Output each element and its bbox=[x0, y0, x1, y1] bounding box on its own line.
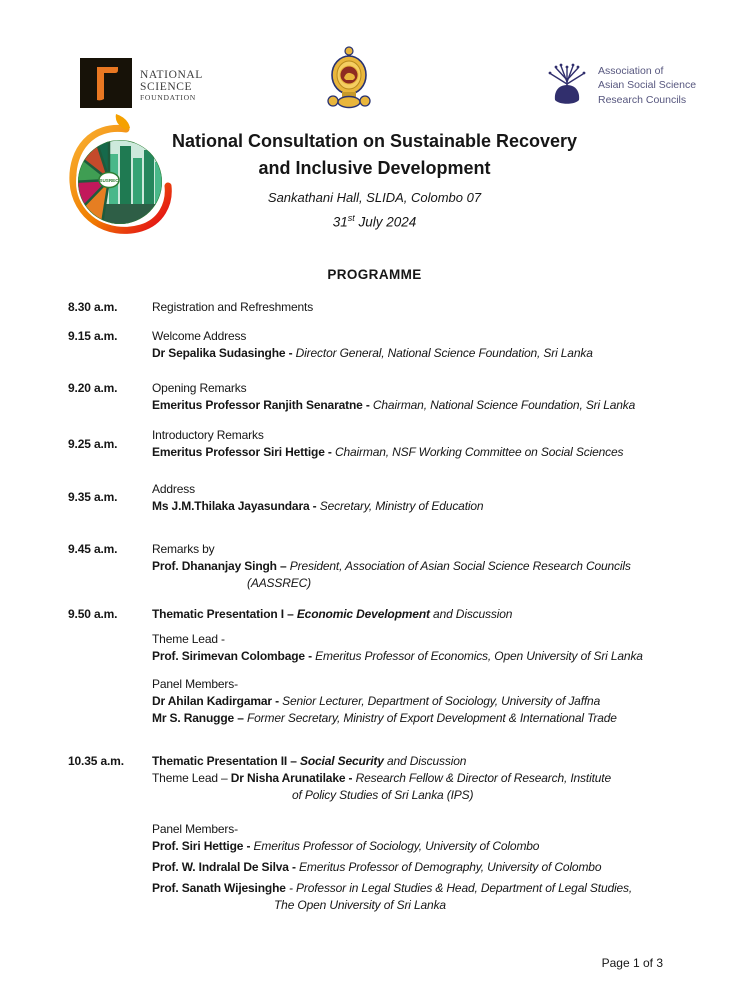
item-line bbox=[152, 859, 709, 876]
item-content bbox=[152, 299, 709, 316]
item-line bbox=[152, 444, 709, 461]
programme-row bbox=[68, 427, 709, 461]
aassrec-text-line: Research Councils bbox=[598, 93, 687, 106]
text-segment: Prof. Siri Hettige - bbox=[152, 839, 251, 853]
item-line bbox=[152, 770, 709, 787]
item-line bbox=[152, 693, 709, 710]
nsf-text-line: NATIONAL bbox=[140, 69, 203, 81]
text-segment: Chairman, NSF Working Committee on Social Sciences bbox=[331, 445, 624, 459]
time-label: 10.35 a.m. bbox=[68, 754, 124, 768]
time-label: 9.25 a.m. bbox=[68, 437, 118, 451]
nsf-text-line: SCIENCE bbox=[140, 81, 193, 94]
time-label: 9.15 a.m. bbox=[68, 329, 118, 343]
aassrec-text-line: Asian Social Science bbox=[598, 79, 697, 92]
time-label: 9.20 a.m. bbox=[68, 381, 118, 395]
item-content bbox=[152, 427, 709, 461]
page-title-line1: National Consultation on Sustainable Recovery bbox=[171, 131, 578, 151]
event-logo-center-label: SUSREC bbox=[99, 178, 119, 183]
text-segment: and Discussion bbox=[383, 754, 467, 768]
text-segment: Director General, National Science Foundation, Sri Lanka bbox=[292, 346, 593, 360]
text-segment: (AASSREC) bbox=[247, 576, 311, 590]
text-segment: Remarks by bbox=[152, 542, 215, 556]
nsf-logo bbox=[80, 58, 203, 113]
text-segment: Emeritus Professor of Economics, Open University of Sri Lanka bbox=[311, 649, 643, 663]
item-line bbox=[152, 541, 709, 558]
text-segment: Theme Lead – bbox=[152, 771, 231, 785]
item-content bbox=[152, 328, 709, 362]
item-line bbox=[152, 498, 709, 515]
nsf-logo-text bbox=[140, 69, 203, 102]
text-segment: Dr Ahilan Kadirgamar - bbox=[152, 694, 279, 708]
text-segment: Thematic Presentation II – bbox=[152, 754, 300, 768]
item-content bbox=[152, 481, 709, 515]
item-line bbox=[152, 558, 709, 575]
text-segment: and Discussion bbox=[429, 607, 513, 621]
item-line bbox=[152, 880, 709, 897]
text-segment: Emeritus Professor Ranjith Senaratne - bbox=[152, 398, 370, 412]
item-line bbox=[152, 299, 709, 316]
item-line bbox=[152, 328, 709, 345]
text-segment: Theme Lead - bbox=[152, 632, 225, 646]
date-rest: July 2024 bbox=[354, 214, 417, 230]
programme-list bbox=[68, 299, 709, 914]
item-line bbox=[152, 606, 709, 623]
item-content bbox=[152, 606, 709, 727]
sri-lanka-emblem-icon bbox=[326, 44, 372, 117]
text-segment: Former Secretary, Ministry of Export Development & International Trade bbox=[243, 711, 617, 725]
item-content bbox=[152, 380, 709, 414]
item-line bbox=[152, 787, 709, 804]
time-label: 9.35 a.m. bbox=[68, 490, 118, 504]
text-segment: Ms J.M.Thilaka Jayasundara - bbox=[152, 499, 317, 513]
text-segment: President, Association of Asian Social Science Research Councils bbox=[286, 559, 631, 573]
text-segment: Address bbox=[152, 482, 195, 496]
text-segment: Economic Development bbox=[296, 607, 430, 621]
text-segment: Panel Members- bbox=[152, 677, 238, 691]
text-segment: Secretary, Ministry of Education bbox=[316, 499, 484, 513]
text-segment: The Open University of Sri Lanka bbox=[274, 898, 446, 912]
text-segment: Prof. Dhananjay Singh – bbox=[152, 559, 287, 573]
programme-row bbox=[68, 380, 709, 414]
text-segment: Welcome Address bbox=[152, 329, 247, 343]
programme-row bbox=[68, 753, 709, 914]
item-content bbox=[152, 541, 709, 592]
text-segment: Senior Lecturer, Department of Sociology, University of Jaffna bbox=[278, 694, 601, 708]
item-content bbox=[152, 753, 709, 914]
page-title-line2: and Inclusive Development bbox=[258, 158, 491, 178]
text-segment: Dr Sepalika Sudasinghe - bbox=[152, 346, 293, 360]
programme-row bbox=[68, 328, 709, 362]
aassrec-text-line: Association of bbox=[598, 65, 664, 78]
date-ordinal: st bbox=[347, 213, 355, 223]
text-segment: Dr Nisha Arunatilake - bbox=[230, 771, 353, 785]
time-label: 9.50 a.m. bbox=[68, 607, 118, 621]
text-segment: Opening Remarks bbox=[152, 381, 247, 395]
aassrec-logo bbox=[544, 60, 696, 111]
text-segment: Chairman, National Science Foundation, Sri Lanka bbox=[369, 398, 636, 412]
text-segment: Prof. W. Indralal De Silva - bbox=[152, 860, 296, 874]
item-line bbox=[152, 821, 709, 838]
text-segment: Introductory Remarks bbox=[152, 428, 264, 442]
time-label: 9.45 a.m. bbox=[68, 542, 118, 556]
programme-row bbox=[68, 606, 709, 727]
text-segment: of Policy Studies of Sri Lanka (IPS) bbox=[292, 788, 474, 802]
item-line bbox=[152, 631, 709, 648]
programme-row bbox=[68, 541, 709, 592]
aassrec-logo-text bbox=[598, 64, 696, 106]
text-segment: Mr S. Ranugge – bbox=[152, 711, 244, 725]
item-line bbox=[152, 481, 709, 498]
event-logo-icon bbox=[62, 114, 174, 243]
item-line bbox=[152, 710, 709, 727]
text-segment: Emeritus Professor Siri Hettige - bbox=[152, 445, 332, 459]
programme-row bbox=[68, 481, 709, 515]
text-segment: Registration and Refreshments bbox=[152, 300, 314, 314]
item-line bbox=[152, 897, 709, 914]
programme-row bbox=[68, 299, 709, 316]
text-segment: - Professor in Legal Studies & Head, Department of Legal Studies, bbox=[285, 881, 633, 895]
text-segment: Panel Members- bbox=[152, 822, 238, 836]
text-segment: Emeritus Professor of Sociology, University of Colombo bbox=[250, 839, 540, 853]
item-line bbox=[152, 380, 709, 397]
item-line bbox=[152, 648, 709, 665]
text-segment: Emeritus Professor of Demography, University of Colombo bbox=[295, 860, 602, 874]
header-logos bbox=[0, 0, 749, 114]
text-segment: Prof. Sanath Wijesinghe bbox=[152, 881, 286, 895]
item-line bbox=[152, 753, 709, 770]
text-segment: Research Fellow & Director of Research, Institute bbox=[352, 771, 612, 785]
nsf-logo-icon bbox=[80, 58, 132, 113]
item-line bbox=[152, 676, 709, 693]
text-segment: Social Security bbox=[300, 754, 384, 768]
nsf-text-line: FOUNDATION bbox=[140, 92, 196, 102]
item-line bbox=[152, 345, 709, 362]
date-day: 31 bbox=[332, 214, 348, 230]
venue-text: Sankathani Hall, SLIDA, Colombo 07 bbox=[267, 190, 482, 205]
text-segment: Prof. Sirimevan Colombage - bbox=[152, 649, 312, 663]
page-number: Page 1 of 3 bbox=[601, 956, 663, 970]
programme-heading: PROGRAMME bbox=[327, 267, 422, 282]
aassrec-tree-icon bbox=[544, 60, 590, 111]
item-line bbox=[152, 838, 709, 855]
item-line bbox=[152, 397, 709, 414]
text-segment: Thematic Presentation I – bbox=[152, 607, 297, 621]
title-block bbox=[0, 114, 749, 240]
time-label: 8.30 a.m. bbox=[68, 300, 118, 314]
item-line bbox=[152, 575, 709, 592]
item-line bbox=[152, 427, 709, 444]
